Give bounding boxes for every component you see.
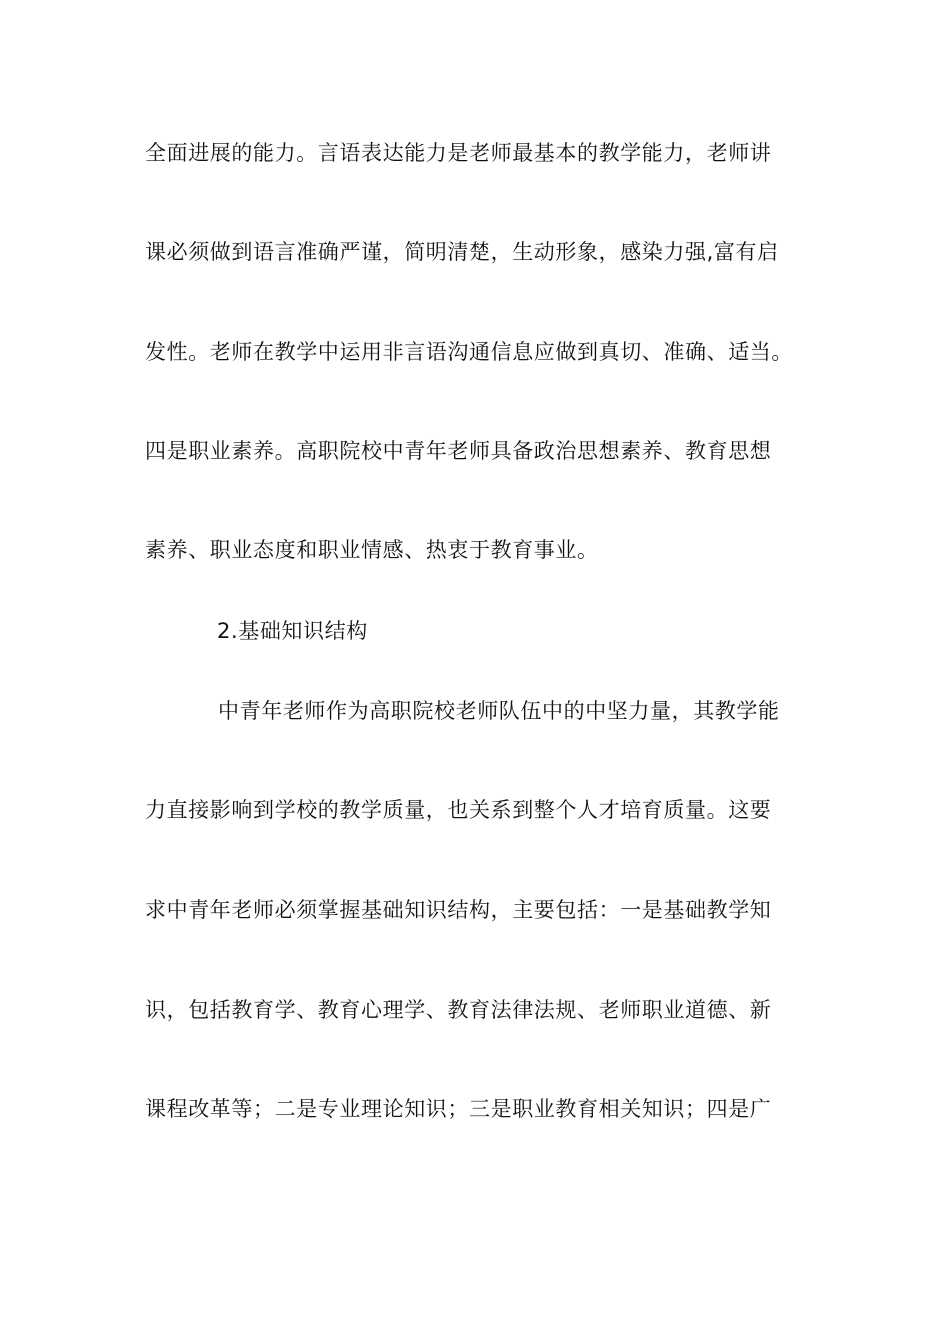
paragraph-line-6: 中青年老师作为高职院校老师队伍中的中坚力量，其教学能 xyxy=(218,699,780,723)
paragraph-line-7: 力直接影响到学校的教学质量，也关系到整个人才培育质量。这要 xyxy=(145,798,772,822)
paragraph-line-8: 求中青年老师必须掌握基础知识结构，主要包括：一是基础教学知 xyxy=(145,898,772,922)
paragraph-line-1: 全面进展的能力。言语表达能力是老师最基本的教学能力，老师讲 xyxy=(145,141,772,165)
paragraph-line-3: 发性。老师在教学中运用非言语沟通信息应做到真切、准确、适当。 xyxy=(145,340,793,364)
paragraph-line-5: 素养、职业态度和职业情感、热衷于教育事业。 xyxy=(145,538,599,562)
paragraph-line-9: 识，包括教育学、教育心理学、教育法律法规、老师职业道德、新 xyxy=(145,998,772,1022)
paragraph-line-4: 四是职业素养。高职院校中青年老师具备政治思想素养、教育思想 xyxy=(145,439,772,463)
paragraph-line-10: 课程改革等；二是专业理论知识；三是职业教育相关知识；四是广 xyxy=(145,1097,772,1121)
section-heading: 2.基础知识结构 xyxy=(217,619,368,643)
paragraph-line-2: 课必须做到语言准确严谨，简明清楚，生动形象，感染力强,富有启 xyxy=(145,240,779,264)
